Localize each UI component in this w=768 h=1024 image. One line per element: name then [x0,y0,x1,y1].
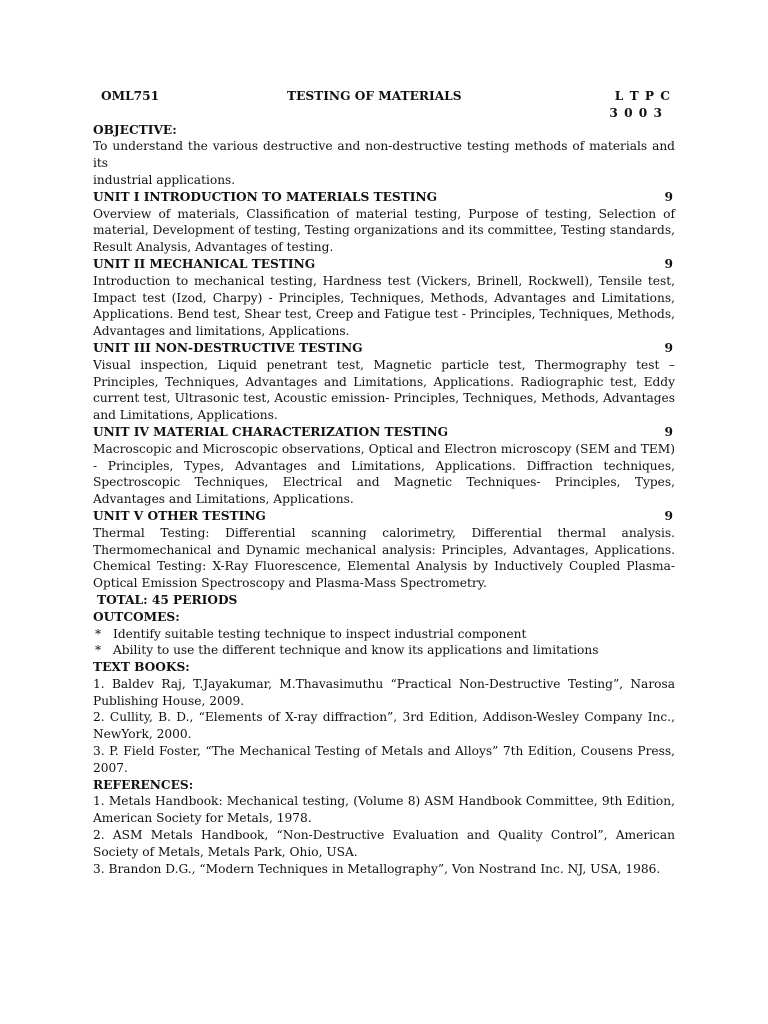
credits-value: 3 0 0 3 [609,105,663,120]
outcomes-heading: OUTCOMES: [93,609,180,624]
reference-item: 3. Brandon D.G., “Modern Techniques in Metallography”, Von Nostrand Inc. NJ, USA, 1986. [93,861,661,876]
unit-content: Thermal Testing: Differential scanning calorimetry, Differential thermal analysis. Thermomechanical and Dynamic mechanical analysis: Principles, Advantages, Applications. Chemical Testing: X-Ray Fluorescence, Elemental Analysis by Inductively Coupled Plasma-Optical Emission Spectroscopy and Plasma-Mass Spectrometry. [93,525,675,591]
unit-hours: 9 [664,508,673,523]
objective-text-line2: industrial applications. [93,172,236,187]
bullet-star: * [95,643,102,658]
unit-heading [93,424,675,441]
unit-hours: 9 [664,340,673,355]
total-periods: TOTAL: 45 PERIODS [97,592,238,607]
unit-title: UNIT II MECHANICAL TESTING [93,256,316,271]
unit-hours: 9 [664,424,673,439]
textbook-item: 1. Baldev Raj, T.Jayakumar, M.Thavasimuthu “Practical Non-Destructive Testing”, Narosa Publishing House, 2009. [93,676,675,708]
textbooks-heading: TEXT BOOKS: [93,660,190,675]
unit-content: Overview of materials, Classification of material testing, Purpose of testing, Selection of material, Development of testing, Testing organizations and its committee, Testing standards, Result Analysis, Advantages of testing. [93,206,675,255]
unit-content: Macroscopic and Microscopic observations, Optical and Electron microscopy (SEM and TEM) - Principles, Types, Advantages and Limitations, Applications. Diffraction techniques, Spectroscopic Techniques, Electrical and Magnetic Techniques- Principles, Types, Advantages and Limitations, Applications. [93,441,675,507]
outcome-text: Identify suitable testing technique to inspect industrial component [113,626,527,641]
unit-heading [93,189,675,206]
unit-title: UNIT III NON-DESTRUCTIVE TESTING [93,340,363,355]
objective-text-line1: To understand the various destructive and non-destructive testing methods of materials and its [93,139,675,171]
unit-heading [93,508,675,525]
bullet-star: * [95,626,102,641]
course-title: TESTING OF MATERIALS [287,89,462,103]
reference-item: 2. ASM Metals Handbook, “Non-Destructive Evaluation and Quality Control”, American Society of Metals, Metals Park, Ohio, USA. [93,828,675,859]
course-header [93,88,675,105]
unit-heading [93,340,675,357]
references-heading: REFERENCES: [93,777,194,792]
unit-content: Visual inspection, Liquid penetrant test, Magnetic particle test, Thermography test – Principles, Techniques, Advantages and Limitations, Applications. Radiographic test, Eddy current test, Ultrasonic test, Acoustic emission- Principles, Techniques, Methods, Advantages and Limitations, Applications. [93,357,675,423]
unit-hours: 9 [664,189,673,204]
unit-title: UNIT V OTHER TESTING [93,508,266,523]
outcome-text: Ability to use the different technique and know its applications and limitations [113,643,599,658]
reference-item: 1. Metals Handbook: Mechanical testing, (Volume 8) ASM Handbook Committee, 9th Edition, American Society for Metals, 1978. [93,794,675,826]
outcome-item [93,642,675,659]
textbook-item: 3. P. Field Foster, “The Mechanical Testing of Metals and Alloys” 7th Edition, Cousens Press, 2007. [93,744,675,775]
unit-content: Introduction to mechanical testing, Hardness test (Vickers, Brinell, Rockwell), Tensile test, Impact test (Izod, Charpy) - Principles, Techniques, Methods, Advantages and Limitations, Applications. Bend test, Shear test, Creep and Fatigue test - Principles, Techniques, Methods, Advantages and limitations, Applications. [93,273,675,339]
outcome-item [93,626,675,643]
course-code: OML751 [101,89,160,103]
ltpc-label: L T P C [614,89,671,103]
unit-hours: 9 [664,256,673,271]
unit-heading [93,256,675,273]
syllabus-page [93,88,675,877]
textbook-item: 2. Cullity, B. D., “Elements of X-ray diffraction”, 3rd Edition, Addison-Wesley Company Inc., NewYork, 2000. [93,710,675,742]
unit-title: UNIT IV MATERIAL CHARACTERIZATION TESTING [93,424,448,439]
unit-title: UNIT I INTRODUCTION TO MATERIALS TESTING [93,189,437,204]
objective-heading: OBJECTIVE: [93,122,177,137]
